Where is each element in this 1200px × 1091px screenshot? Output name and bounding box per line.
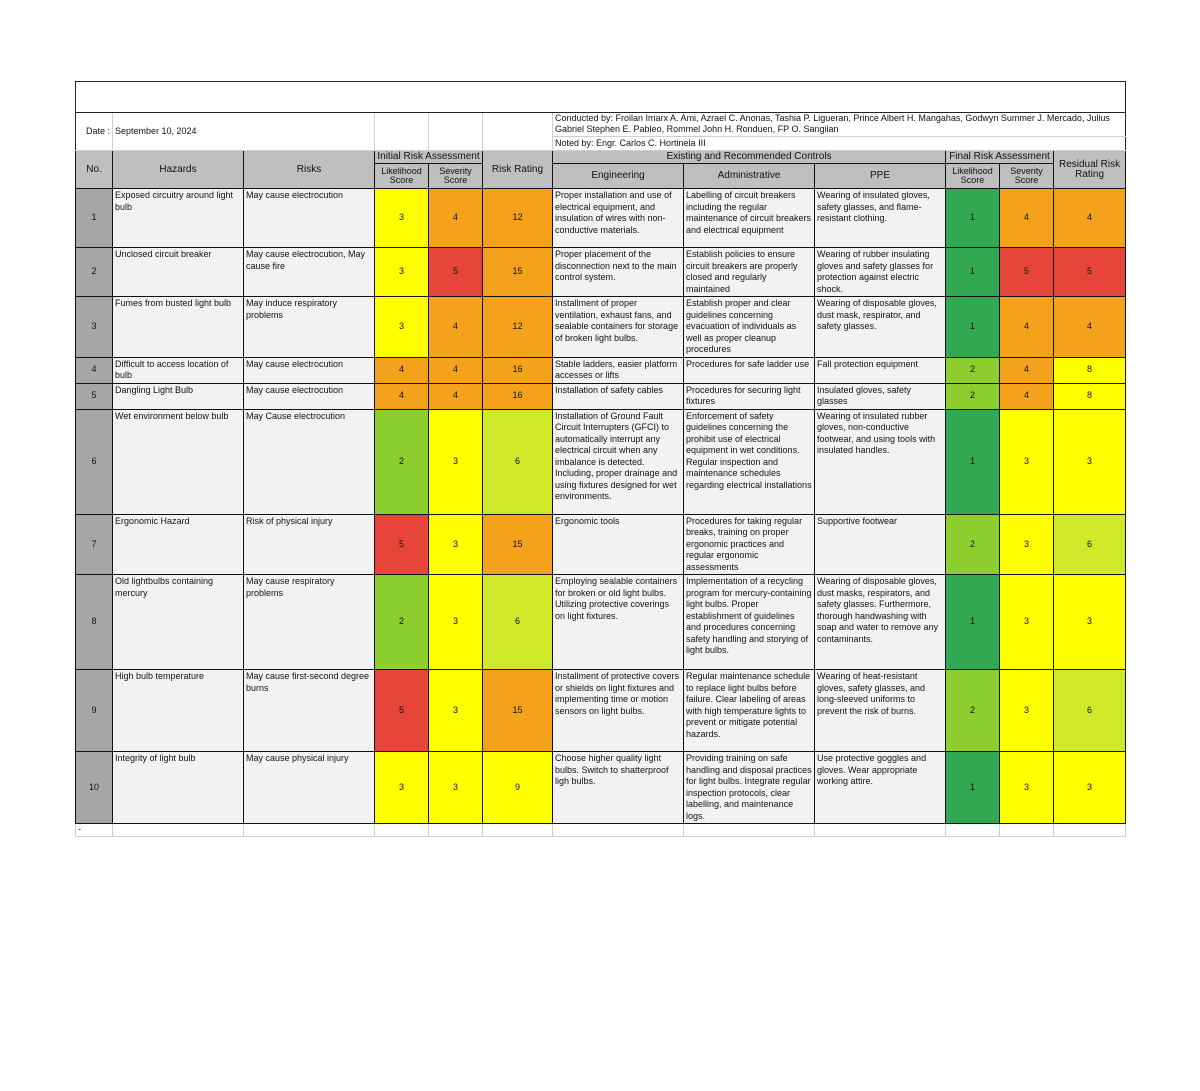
- residual-risk-score: 5: [1054, 248, 1126, 297]
- final-likelihood-score: 1: [946, 189, 1000, 248]
- conducted-by: Conducted by: Froilan Imarx A. Ami, Azrael C. Anonas, Tashia P. Ligueran, Prince Albert H. Mangahas, Godwyn Summer J. Mercado, Julius Gabriel Stephen E. Pableo, Rommel John H. Ronduen, FP O. Sangilan: [553, 113, 1126, 137]
- final-likelihood-score: 1: [946, 248, 1000, 297]
- initial-severity-score: 3: [429, 409, 483, 514]
- ppe-control: Supportive footwear: [815, 514, 946, 575]
- row-number: 7: [76, 514, 113, 575]
- ppe-control: Use protective goggles and gloves. Wear appropriate working attire.: [815, 752, 946, 824]
- residual-risk-score: 8: [1054, 383, 1126, 409]
- residual-risk-score: 4: [1054, 297, 1126, 358]
- table-row: [76, 514, 1126, 575]
- risk-cell: May cause electrocution: [244, 189, 375, 248]
- risk-cell: May cause electrocution: [244, 383, 375, 409]
- hazard-cell: Wet environment below bulb: [113, 409, 244, 514]
- final-severity-score: 4: [1000, 189, 1054, 248]
- residual-risk-score: 3: [1054, 575, 1126, 670]
- header-engineering: Engineering: [553, 164, 684, 189]
- final-severity-score: 3: [1000, 409, 1054, 514]
- table-row: [76, 752, 1126, 824]
- risk-rating-score: 16: [483, 357, 553, 383]
- table-row: [76, 409, 1126, 514]
- row-number: 9: [76, 670, 113, 752]
- header-final-severity: Severity Score: [1000, 164, 1054, 189]
- hazard-cell: Fumes from busted light bulb: [113, 297, 244, 358]
- date-label: Date :: [76, 113, 113, 151]
- residual-risk-score: 3: [1054, 409, 1126, 514]
- ppe-control: Wearing of heat-resistant gloves, safety glasses, and long-sleeved uniforms to prevent the risk of burns.: [815, 670, 946, 752]
- initial-severity-score: 4: [429, 297, 483, 358]
- final-likelihood-score: 2: [946, 357, 1000, 383]
- final-severity-score: 4: [1000, 297, 1054, 358]
- initial-likelihood-score: 3: [375, 297, 429, 358]
- administrative-control: Labelling of circuit breakers including the regular maintenance of circuit breakers and electrical equipment: [684, 189, 815, 248]
- final-likelihood-score: 1: [946, 297, 1000, 358]
- engineering-control: Stable ladders, easier platform accesses or lifts: [553, 357, 684, 383]
- hazard-cell: Unclosed circuit breaker: [113, 248, 244, 297]
- hazard-cell: Integrity of light bulb: [113, 752, 244, 824]
- engineering-control: Proper placement of the disconnection next to the main control system.: [553, 248, 684, 297]
- hazard-cell: Ergonomic Hazard: [113, 514, 244, 575]
- header-risk-rating: Risk Rating: [483, 151, 553, 189]
- initial-severity-score: 4: [429, 383, 483, 409]
- final-severity-score: 3: [1000, 575, 1054, 670]
- initial-likelihood-score: 2: [375, 575, 429, 670]
- date-value: September 10, 2024: [113, 113, 375, 151]
- table-row: [76, 575, 1126, 670]
- table-row: [76, 357, 1126, 383]
- residual-risk-score: 8: [1054, 357, 1126, 383]
- row-number: 2: [76, 248, 113, 297]
- header-controls: Existing and Recommended Controls: [553, 151, 946, 164]
- initial-severity-score: 5: [429, 248, 483, 297]
- initial-likelihood-score: 5: [375, 514, 429, 575]
- risk-cell: May cause electrocution, May cause fire: [244, 248, 375, 297]
- risk-rating-score: 15: [483, 514, 553, 575]
- administrative-control: Procedures for safe ladder use: [684, 357, 815, 383]
- residual-risk-score: 6: [1054, 670, 1126, 752]
- final-likelihood-score: 2: [946, 383, 1000, 409]
- initial-likelihood-score: 3: [375, 248, 429, 297]
- final-likelihood-score: 1: [946, 409, 1000, 514]
- administrative-control: Establish policies to ensure circuit breakers are properly closed and regularly maintained: [684, 248, 815, 297]
- final-severity-score: 3: [1000, 670, 1054, 752]
- risk-cell: May induce respiratory problems: [244, 297, 375, 358]
- row-number: 6: [76, 409, 113, 514]
- risk-cell: May cause respiratory problems: [244, 575, 375, 670]
- header-severity: Severity Score: [429, 164, 483, 189]
- footer-mark: -: [76, 824, 113, 837]
- initial-severity-score: 3: [429, 575, 483, 670]
- risk-assessment-sheet: [75, 81, 1125, 837]
- administrative-control: Procedures for securing light fixtures: [684, 383, 815, 409]
- title-band: [76, 82, 1126, 113]
- initial-likelihood-score: 5: [375, 670, 429, 752]
- hazard-cell: Difficult to access location of bulb: [113, 357, 244, 383]
- initial-likelihood-score: 4: [375, 383, 429, 409]
- risk-rating-score: 6: [483, 575, 553, 670]
- administrative-control: Regular maintenance schedule to replace light bulbs before failure. Clear labeling of areas with high temperature lights to prevent or mitigate potential hazards.: [684, 670, 815, 752]
- risk-rating-score: 6: [483, 409, 553, 514]
- residual-risk-score: 6: [1054, 514, 1126, 575]
- engineering-control: Ergonomic tools: [553, 514, 684, 575]
- initial-severity-score: 4: [429, 357, 483, 383]
- ppe-control: Wearing of rubber insulating gloves and safety glasses for protection against electric shock.: [815, 248, 946, 297]
- administrative-control: Enforcement of safety guidelines concerning the prohibit use of electrical equipment in wet conditions. Regular inspection and maintenance schedules regarding electrical installations: [684, 409, 815, 514]
- final-severity-score: 4: [1000, 383, 1054, 409]
- final-severity-score: 4: [1000, 357, 1054, 383]
- row-number: 10: [76, 752, 113, 824]
- initial-likelihood-score: 2: [375, 409, 429, 514]
- engineering-control: Installment of protective covers or shields on light fixtures and implementing time or motion sensors on light bulbs.: [553, 670, 684, 752]
- risk-rating-score: 16: [483, 383, 553, 409]
- hazard-cell: Dangling Light Bulb: [113, 383, 244, 409]
- engineering-control: Choose higher quality light bulbs. Switch to shatterproof ligh bulbs.: [553, 752, 684, 824]
- final-likelihood-score: 1: [946, 575, 1000, 670]
- engineering-control: Employing sealable containers for broken or old light bulbs. Utilizing protective coverings on light fixtures.: [553, 575, 684, 670]
- header-initial-assessment: Initial Risk Assessment: [375, 151, 483, 164]
- risk-rating-score: 12: [483, 297, 553, 358]
- table-row: [76, 189, 1126, 248]
- ppe-control: Fall protection equipment: [815, 357, 946, 383]
- table-row: [76, 248, 1126, 297]
- ppe-control: Wearing of insulated rubber gloves, non-conductive footwear, and using tools with insulated handles.: [815, 409, 946, 514]
- header-final-likelihood: Likelihood Score: [946, 164, 1000, 189]
- risk-rating-score: 9: [483, 752, 553, 824]
- row-number: 5: [76, 383, 113, 409]
- header-administrative: Administrative: [684, 164, 815, 189]
- header-likelihood: Likelihood Score: [375, 164, 429, 189]
- risk-rating-score: 12: [483, 189, 553, 248]
- header-risks: Risks: [244, 151, 375, 189]
- risk-cell: May Cause electrocution: [244, 409, 375, 514]
- hazard-cell: High bulb temperature: [113, 670, 244, 752]
- administrative-control: Establish proper and clear guidelines concerning evacuation of individuals as well as proper cleanup procedures: [684, 297, 815, 358]
- initial-likelihood-score: 3: [375, 752, 429, 824]
- hazard-cell: Exposed circuitry around light bulb: [113, 189, 244, 248]
- engineering-control: Proper installation and use of electrical equipment, and insulation of wires with non-conductive materials.: [553, 189, 684, 248]
- risk-rating-score: 15: [483, 248, 553, 297]
- risk-cell: Risk of physical injury: [244, 514, 375, 575]
- header-final-assessment: Final Risk Assessment: [946, 151, 1054, 164]
- row-number: 8: [76, 575, 113, 670]
- table-row: [76, 297, 1126, 358]
- engineering-control: Installation of safety cables: [553, 383, 684, 409]
- risk-rating-score: 15: [483, 670, 553, 752]
- risk-cell: May cause first-second degree burns: [244, 670, 375, 752]
- ppe-control: Wearing of disposable gloves, dust masks, respirators, and safety glasses. Furthermore, thorough handwashing with soap and water to remove any contaminants.: [815, 575, 946, 670]
- engineering-control: Installment of proper ventilation, exhaust fans, and sealable containers for storage of broken light bulbs.: [553, 297, 684, 358]
- noted-by: Noted by: Engr. Carlos C. Hortinela III: [553, 137, 1126, 151]
- final-likelihood-score: 1: [946, 752, 1000, 824]
- header-no: No.: [76, 151, 113, 189]
- ppe-control: Insulated gloves, safety glasses: [815, 383, 946, 409]
- initial-severity-score: 3: [429, 752, 483, 824]
- initial-likelihood-score: 3: [375, 189, 429, 248]
- table-row: [76, 670, 1126, 752]
- ppe-control: Wearing of insulated gloves, safety glasses, and flame-resistant clothing.: [815, 189, 946, 248]
- final-severity-score: 3: [1000, 752, 1054, 824]
- ppe-control: Wearing of disposable gloves, dust mask, respirator, and safety glasses.: [815, 297, 946, 358]
- final-likelihood-score: 2: [946, 514, 1000, 575]
- row-number: 3: [76, 297, 113, 358]
- administrative-control: Providing training on safe handling and disposal practices for light bulbs. Integrate regular inspection protocols, clear labelling, and maintenance logs.: [684, 752, 815, 824]
- initial-severity-score: 3: [429, 670, 483, 752]
- final-likelihood-score: 2: [946, 670, 1000, 752]
- risk-cell: May cause electrocution: [244, 357, 375, 383]
- final-severity-score: 3: [1000, 514, 1054, 575]
- final-severity-score: 5: [1000, 248, 1054, 297]
- initial-likelihood-score: 4: [375, 357, 429, 383]
- table-row: [76, 383, 1126, 409]
- row-number: 1: [76, 189, 113, 248]
- administrative-control: Procedures for taking regular breaks, training on proper ergonomic practices and regular ergonomic assessments: [684, 514, 815, 575]
- risk-cell: May cause physical injury: [244, 752, 375, 824]
- header-ppe: PPE: [815, 164, 946, 189]
- header-residual-rating: Residual Risk Rating: [1054, 151, 1126, 189]
- row-number: 4: [76, 357, 113, 383]
- risk-assessment-table: [75, 81, 1126, 837]
- header-hazards: Hazards: [113, 151, 244, 189]
- residual-risk-score: 3: [1054, 752, 1126, 824]
- administrative-control: Implementation of a recycling program for mercury-containing light bulbs. Proper establishment of guidelines and procedures concerning safety handling and storying of light bulbs.: [684, 575, 815, 670]
- hazard-rows: [76, 189, 1126, 824]
- initial-severity-score: 4: [429, 189, 483, 248]
- engineering-control: Installation of Ground Fault Circuit Interrupters (GFCI) to automatically interrupt any electrical circuit when any imbalance is detected. Including, proper drainage and using fixtures designed for wet environments.: [553, 409, 684, 514]
- initial-severity-score: 3: [429, 514, 483, 575]
- residual-risk-score: 4: [1054, 189, 1126, 248]
- hazard-cell: Old lightbulbs containing mercury: [113, 575, 244, 670]
